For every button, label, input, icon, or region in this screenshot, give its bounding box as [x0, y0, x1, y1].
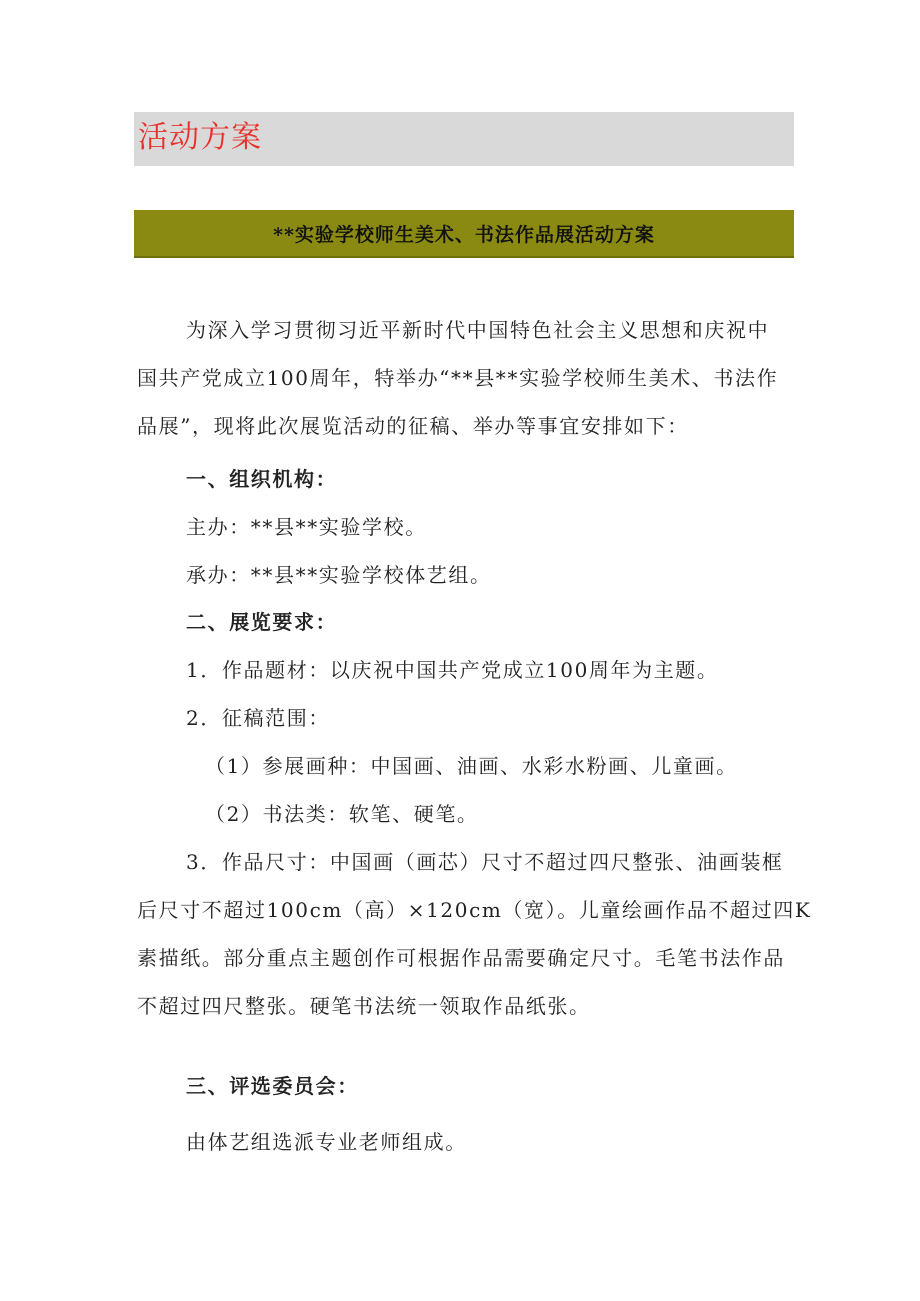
- section-3-heading: 三、评选委员会：: [186, 1074, 359, 1098]
- document-title-bar: [134, 210, 794, 258]
- document-title: **实验学校师生美术、书法作品展活动方案: [273, 224, 655, 246]
- intro-line-2: 国共产党成立100周年，特举办“**县**实验学校师生美术、书法作: [137, 366, 779, 390]
- requirement-item-3-line-3: 素描纸。部分重点主题创作可根据作品需要确定尺寸。毛笔书法作品: [137, 946, 785, 970]
- host-line: 主办：**县**实验学校。: [186, 515, 427, 539]
- header-banner-title: 活动方案: [138, 120, 262, 155]
- requirement-sub-2: （2）书法类：软笔、硬笔。: [205, 802, 479, 826]
- committee-body: 由体艺组选派专业老师组成。: [186, 1130, 467, 1154]
- requirement-item-3-line-2: 后尺寸不超过100cm（高）×120cm（宽）。儿童绘画作品不超过四K: [137, 898, 812, 922]
- intro-line-3: 品展”，现将此次展览活动的征稿、举办等事宜安排如下：: [137, 414, 689, 438]
- requirement-item-3-line-1: 3．作品尺寸：中国画（画芯）尺寸不超过四尺整张、油画装框: [186, 850, 784, 874]
- section-2-heading: 二、展览要求：: [186, 610, 338, 634]
- requirement-item-1: 1．作品题材：以庆祝中国共产党成立100周年为主题。: [186, 658, 719, 682]
- requirement-item-3-line-4: 不超过四尺整张。硬笔书法统一领取作品纸张。: [137, 994, 591, 1018]
- requirement-item-2: 2．征稿范围：: [186, 706, 330, 730]
- header-banner: [134, 112, 794, 166]
- requirement-sub-1: （1）参展画种：中国画、油画、水彩水粉画、儿童画。: [205, 754, 738, 778]
- section-1-heading: 一、组织机构：: [186, 467, 338, 491]
- intro-line-1: 为深入学习贯彻习近平新时代中国特色社会主义思想和庆祝中: [186, 318, 770, 342]
- organizer-line: 承办：**县**实验学校体艺组。: [186, 563, 492, 587]
